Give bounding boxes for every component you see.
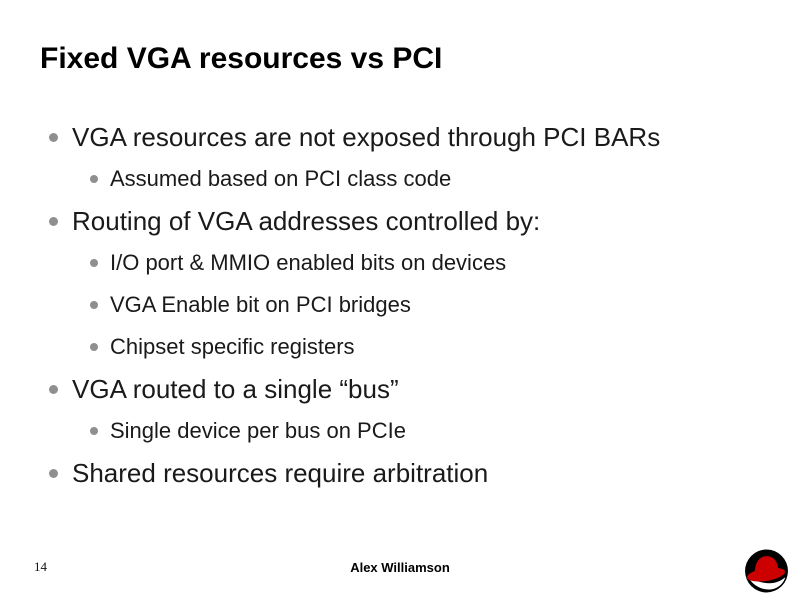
bullet-icon <box>90 301 98 309</box>
bullet-icon <box>90 427 98 435</box>
bullet-item <box>40 200 770 242</box>
bullet-text: Assumed based on PCI class code <box>110 166 452 191</box>
bullet-icon <box>90 175 98 183</box>
bullet-item <box>40 410 770 452</box>
bullet-item <box>40 368 770 410</box>
bullet-text: I/O port & MMIO enabled bits on devices <box>110 250 507 275</box>
bullet-text: Single device per bus on PCIe <box>110 418 406 443</box>
bullet-icon <box>90 259 98 267</box>
bullet-item <box>40 326 770 368</box>
bullet-list <box>40 116 770 494</box>
slide-title: Fixed VGA resources vs PCI <box>40 42 443 75</box>
page-number: 14 <box>34 559 47 574</box>
redhat-logo-icon <box>743 548 790 595</box>
bullet-item <box>40 284 770 326</box>
bullet-text: Routing of VGA addresses controlled by: <box>72 205 541 236</box>
bullet-item <box>40 158 770 200</box>
footer-author: Alex Williamson <box>350 560 450 575</box>
bullet-item <box>40 116 770 158</box>
bullet-icon <box>49 469 58 478</box>
bullet-icon <box>49 133 58 142</box>
bullet-text: VGA resources are not exposed through PCI BARs <box>72 121 661 152</box>
bullet-icon <box>49 217 58 226</box>
bullet-item <box>40 242 770 284</box>
bullet-text: Chipset specific registers <box>110 334 355 359</box>
bullet-text: VGA routed to a single “bus” <box>72 373 399 404</box>
bullet-icon <box>90 343 98 351</box>
bullet-icon <box>49 385 58 394</box>
bullet-text: VGA Enable bit on PCI bridges <box>110 292 411 317</box>
bullet-item <box>40 452 770 494</box>
bullet-text: Shared resources require arbitration <box>72 457 489 488</box>
